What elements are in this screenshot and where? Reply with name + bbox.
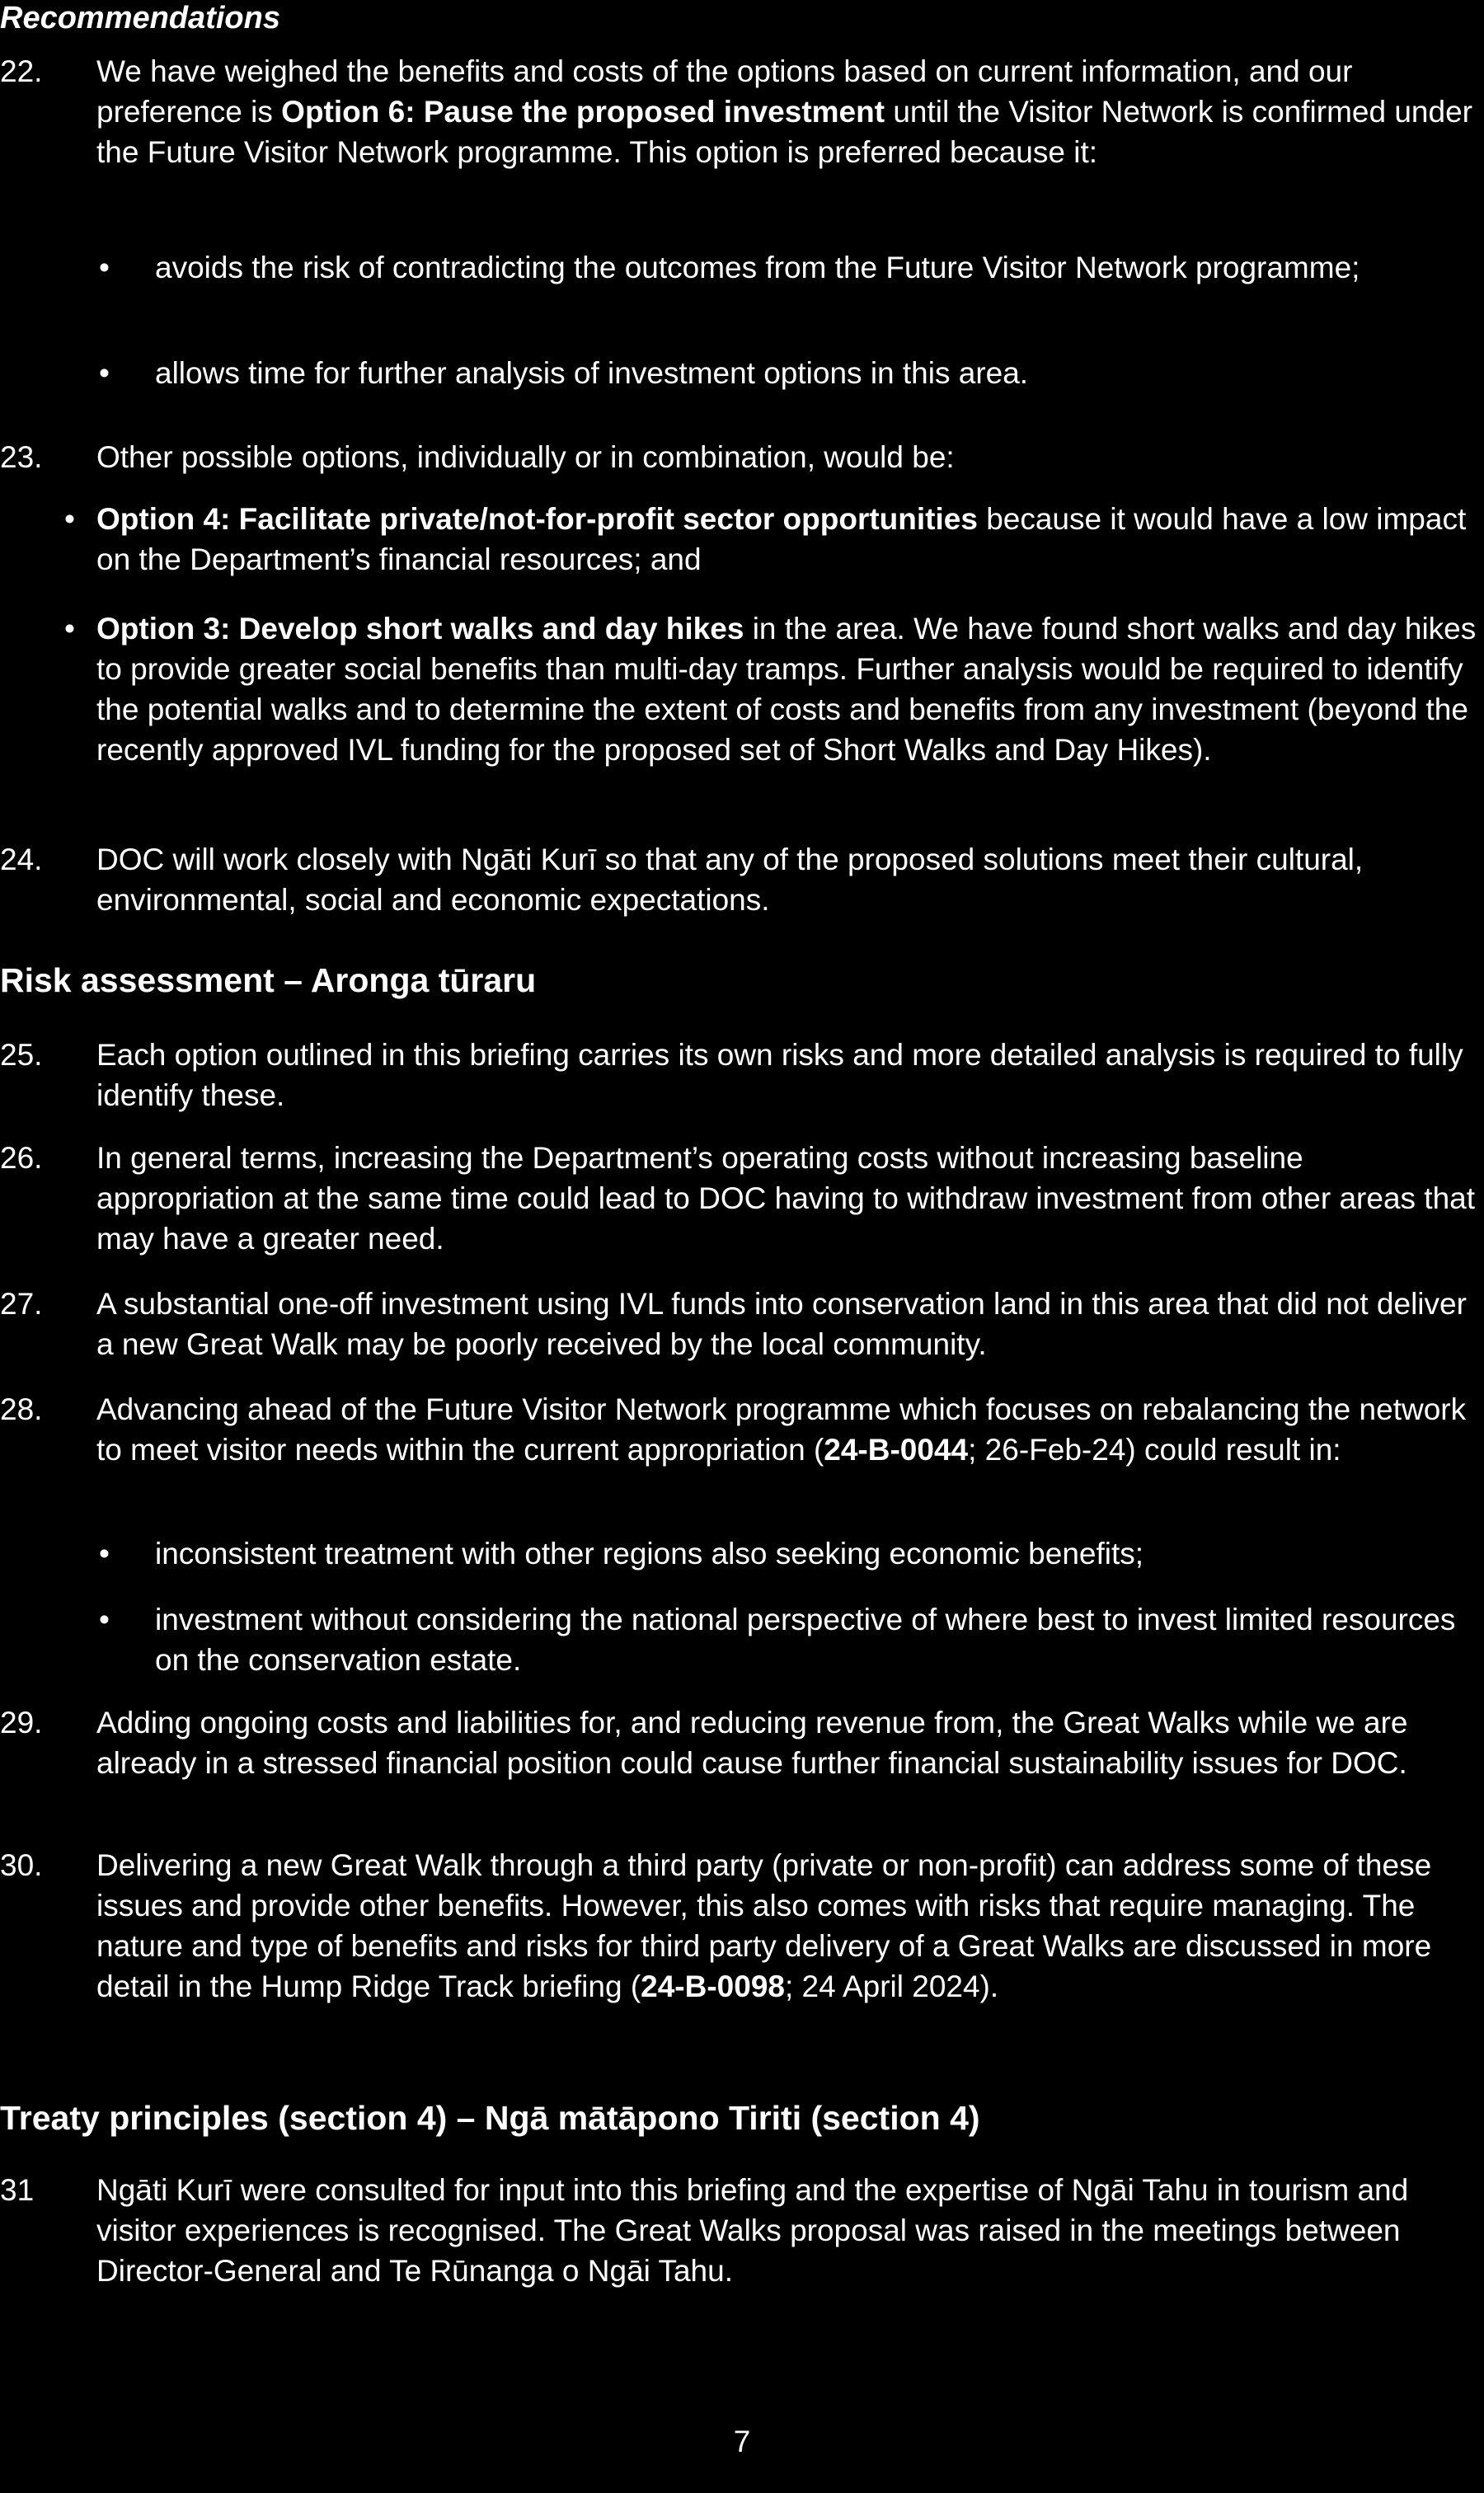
paragraph-29 [0, 1702, 1480, 1783]
briefing-reference: 24-B-0044 [824, 1433, 969, 1467]
paragraph-text: Ngāti Kurī were consulted for input into this briefing and the expertise of Ngāi Tahu in tourism and visitor experiences is recognised. The Great Walks proposal was raised in the meetings between Director-General and Te Rūnanga o Ngāi Tahu. [96, 2173, 1409, 2288]
list-item: • Option 3: Develop short walks and day hikes in the area. We have found short walks and day hikes to provide greater social benefits than multi-day tramps. Further analysis would be required to identify the potential walks and to determine the extent of costs and benefits from any investment (beyond the recently approved IVL funding for the proposed set of Short Walks and Day Hikes). [64, 612, 1477, 767]
paragraph-number: 23. [0, 440, 43, 474]
paragraph-24 [0, 839, 1480, 920]
briefing-reference: 24-B-0098 [641, 1970, 785, 2003]
paragraph-31 [0, 2170, 1480, 2291]
bullet-list-22 [0, 247, 1480, 412]
paragraph-25 [0, 1035, 1480, 1115]
bullet-list-23 [0, 499, 1480, 812]
paragraph-number: 22. [0, 54, 43, 88]
paragraph-text: In general terms, increasing the Department’s operating costs without increasing baseline appropriation at the same time could lead to DOC having to withdraw investment from other areas that may have a greater need. [96, 1141, 1476, 1256]
page-number: 7 [733, 2425, 751, 2458]
paragraph-text: Advancing ahead of the Future Visitor Network programme which focuses on rebalancing the network to meet visitor needs within the current appropriation (24-B-0044; 26-Feb-24) could result in: [96, 1392, 1467, 1467]
list-item: • avoids the risk of contradicting the outcomes from the Future Visitor Network programme; [99, 251, 1360, 284]
preferred-option: Option 6: Pause the proposed investment [281, 95, 885, 129]
paragraph-30 [0, 1845, 1480, 2007]
heading-treaty-principles: Treaty principles (section 4) – Ngā mātāpono Tiriti (section 4) [0, 2099, 980, 2137]
paragraph-text: A substantial one-off investment using IVL funds into conservation land in this area that did not deliver a new Great Walk may be poorly received by the local community. [96, 1287, 1467, 1361]
paragraph-text: Each option outlined in this briefing carries its own risks and more detailed analysis is required to fully identify these. [96, 1038, 1463, 1112]
paragraph-22 [0, 51, 1480, 172]
paragraph-26 [0, 1138, 1480, 1259]
paragraph-text: We have weighed the benefits and costs of the options based on current information, and our preference is Option 6: Pause the proposed investment until the Visitor Network is confirmed under the Future Visitor Network programme. This option is preferred because it: [96, 54, 1472, 169]
paragraph-text: Adding ongoing costs and liabilities for, and reducing revenue from, the Great Walks while we are already in a stressed financial position could cause further financial sustainability issues for DOC. [96, 1706, 1408, 1780]
paragraph-28 [0, 1389, 1480, 1470]
list-item: • Option 4: Facilitate private/not-for-profit sector opportunities because it would have a low impact on the Department’s financial resources; and [64, 502, 1467, 576]
list-item: • allows time for further analysis of investment options in this area. [99, 356, 1029, 390]
paragraph-number: 29. [0, 1706, 43, 1739]
paragraph-number: 30. [0, 1848, 43, 1882]
option-3: Option 3: Develop short walks and day hikes [96, 612, 744, 646]
bullet-list-28 [0, 1533, 1480, 1698]
paragraph-number: 28. [0, 1392, 43, 1426]
paragraph-text: DOC will work closely with Ngāti Kurī so that any of the proposed solutions meet their cultural, environmental, social and economic expectations. [96, 843, 1364, 917]
paragraph-number: 25. [0, 1038, 43, 1072]
paragraph-number: 31 [0, 2173, 35, 2207]
paragraph-text: Delivering a new Great Walk through a third party (private or non-profit) can address some of these issues and provide other benefits. However, this also comes with risks that require managing. The nature and type of benefits and risks for third party delivery of a Great Walks are discussed in more detail in the Hump Ridge Track briefing (24-B-0098; 24 April 2024). [96, 1848, 1432, 2003]
paragraph-27 [0, 1284, 1480, 1364]
heading-risk-assessment: Risk assessment – Aronga tūraru [0, 961, 537, 999]
paragraph-text: Other possible options, individually or in combination, would be: [96, 440, 955, 474]
option-4: Option 4: Facilitate private/not-for-profit sector opportunities [96, 502, 978, 536]
list-item: • inconsistent treatment with other regions also seeking economic benefits; [99, 1537, 1144, 1570]
paragraph-number: 26. [0, 1141, 43, 1175]
list-item: • investment without considering the national perspective of where best to invest limited resources on the conservation estate. [99, 1603, 1456, 1677]
paragraph-number: 24. [0, 843, 43, 876]
heading-recommendations: Recommendations [0, 1, 280, 35]
paragraph-23 [0, 437, 1480, 477]
paragraph-number: 27. [0, 1287, 43, 1321]
